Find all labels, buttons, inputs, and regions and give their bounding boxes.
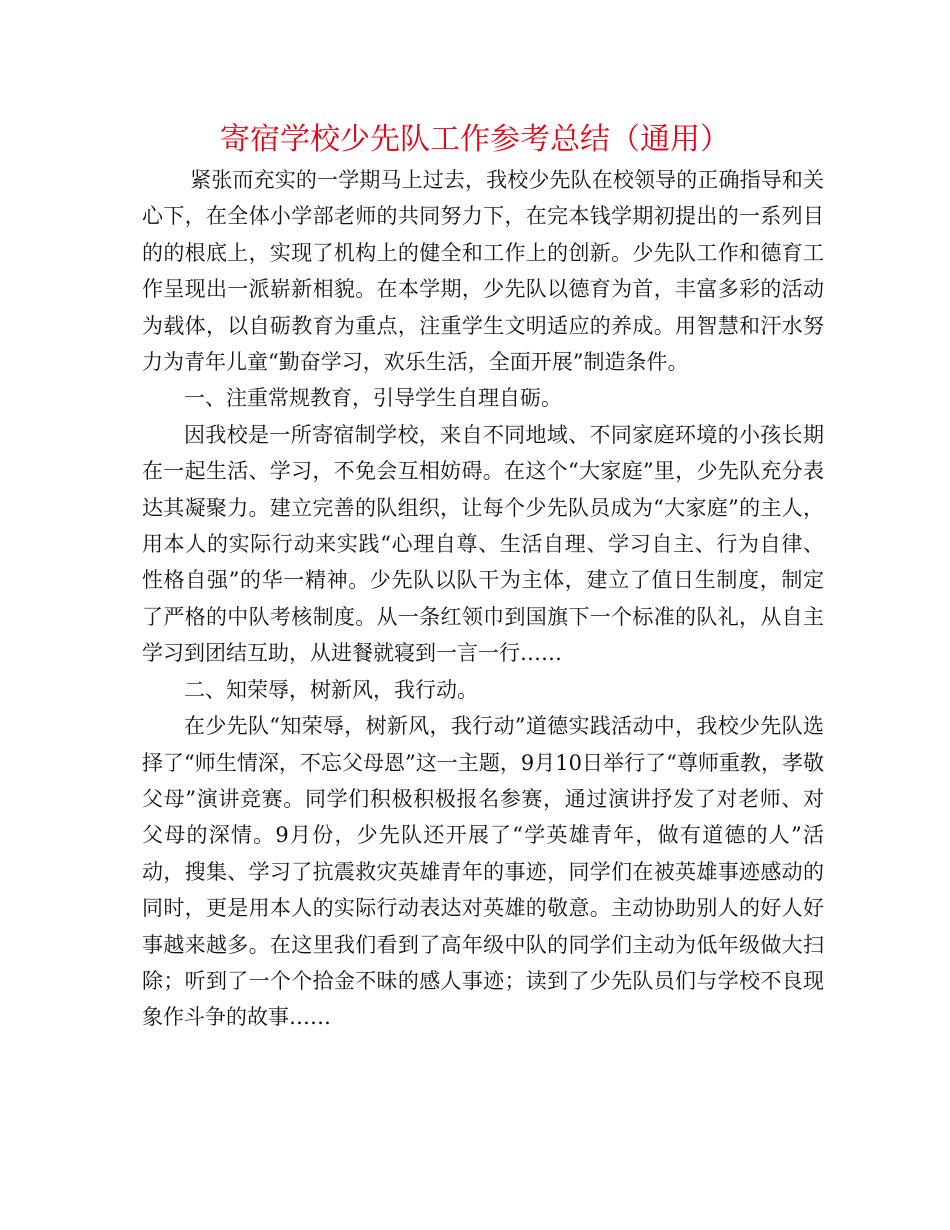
document-body <box>142 162 824 1036</box>
section-heading-2: 二、知荣辱，树新风，我行动。 <box>184 677 478 702</box>
paragraph-section-2: 在少先队“知荣辱，树新风，我行动”道德实践活动中，我校少先队选择了“师生情深，不忘父母恩”这一主题，9月10日举行了“尊师重教，孝敬父母”演讲竞赛。同学们积极积极报名参赛，通过演讲抒发了对老师、对父母的深情。9月份，少先队还开展了“学英雄青年，做有道德的人”活动，搜集、学习了抗震救灾英雄青年的事迹，同学们在被英雄事迹感动的同时，更是用本人的实际行动表达对英雄的敬意。主动协助别人的好人好事越来越多。在这里我们看到了高年级中队的同学们主动为低年级做大扫除；听到了一个个拾金不昧的感人事迹；读到了少先队员们与学校不良现象作斗争的故事…… <box>142 714 824 1030</box>
document-title: 寄宿学校少先队工作参考总结（通用） <box>220 122 730 157</box>
paragraph-section-1: 因我校是一所寄宿制学校，来自不同地域、不同家庭环境的小孩长期在一起生活、学习，不免会互相妨碍。在这个“大家庭”里，少先队充分表达其凝聚力。建立完善的队组织，让每个少先队员成为“大家庭”的主人，用本人的实际行动来实践“心理自尊、生活自理、学习自主、行为自律、性格自强”的华一精神。少先队以队干为主体，建立了值日生制度，制定了严格的中队考核制度。从一条红领巾到国旗下一个标准的队礼，从自主学习到团结互助，从进餐就寝到一言一行…… <box>142 422 824 666</box>
paragraph-intro: 紧张而充实的一学期马上过去，我校少先队在校领导的正确指导和关心下，在全体小学部老师的共同努力下，在完本钱学期初提出的一系列目的的根底上，实现了机构上的健全和工作上的创新。少先队工作和德育工作呈现出一派崭新相貌。在本学期，少先队以德育为首，丰富多彩的活动为载体，以自砺教育为重点，注重学生文明适应的养成。用智慧和汗水努力为青年儿童“勤奋学习，欢乐生活，全面开展”制造条件。 <box>142 168 824 375</box>
section-heading-1: 一、注重常规教育，引导学生自理自砺。 <box>184 386 562 411</box>
